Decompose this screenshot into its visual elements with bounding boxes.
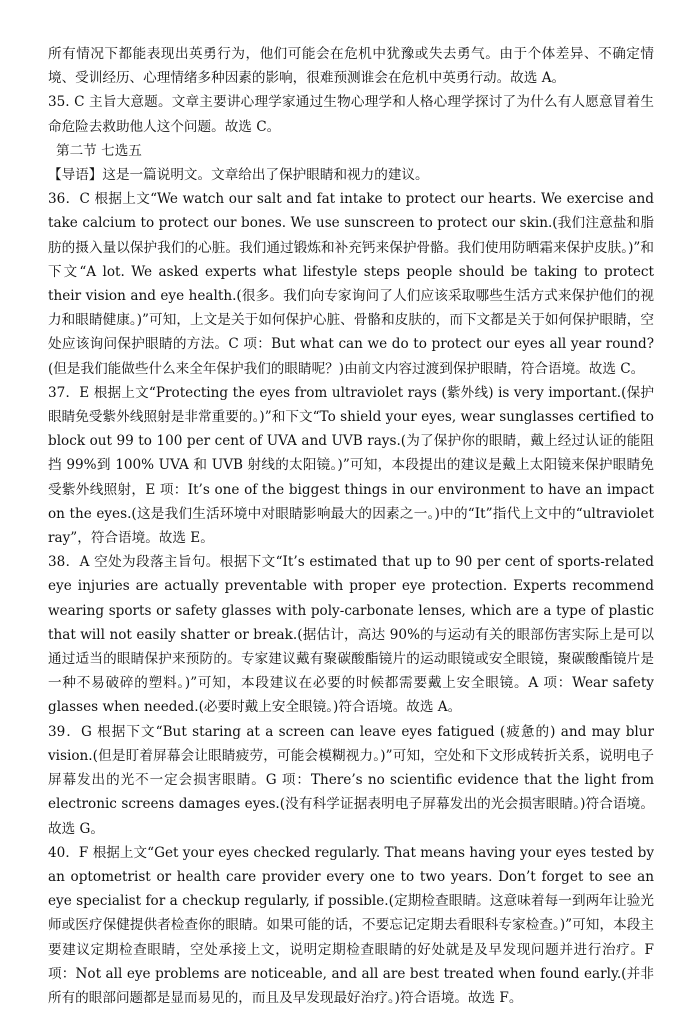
answer-39: 39．G 根据下文“But staring at a screen can leave eyes fatigued (疲惫的) and may blur vision.(但是盯着屏幕会让眼睛疲劳，可能会模糊视力。)”可知，空处和下文形成转折关系，说明电子屏幕发出的光不一定会损害眼睛。G 项：There’s no scientific evidence that the light from electronic screens damages eyes.(没有科学证据表明电子屏幕发出的光会损害眼睛。)符合语境。故选 G。: [48, 723, 654, 837]
section-title: 第二节 七选五: [56, 142, 142, 159]
paragraph-35: 35. C 主旨大意题。文章主要讲心理学家通过生物心理学和人格心理学探讨了为什么有人愿意冒着生命危险去救助他人这个问题。故选 C。: [48, 94, 654, 135]
answer-38: 38．A 空处为段落主旨句。根据下文“It’s estimated that up to 90 per cent of sports-related eye injuries are actually preventable with proper eye protection. Experts recommend wearing sports or safety glasses with poly-carbonate lenses, which are a type of plastic that will not easily shatter or break.(据估计，高达 90%的与运动有关的眼部伤害实际上是可以通过适当的眼睛保护来预防的。专家建议戴有聚碳酸酯镜片的运动眼镜或安全眼镜，聚碳酸酯镜片是一种不易破碎的塑料。)”可知，本段建议在必要的时候都需要戴上安全眼镜。A 项：Wear safety glasses when needed.(必要时戴上安全眼镜。)符合语境。故选 A。: [48, 554, 654, 716]
answer-36: 36．C 根据上文“We watch our salt and fat intake to protect our hearts. We exercise and take calcium to protect our bones. We use sunscreen to protect our skin.(我们注意盐和脂肪的摄入量以保护我们的心脏。我们通过锻炼和补充钙来保护骨骼。我们使用防晒霜来保护皮肤。)”和下文“A lot. We asked experts what lifestyle steps people should be taking to protect their vision and eye health.(很多。我们向专家询问了人们应该采取哪些生活方式来保护他们的视力和眼睛健康。)”可知，上文是关于如何保护心脏、骨骼和皮肤的，而下文都是关于如何保护眼睛，空处应该询问保护眼睛的方法。C 项：But what can we do to protect our eyes all year round?(但是我们能做些什么来全年保护我们的眼睛呢？)由前文内容过渡到保护眼睛，符合语境。故选 C。: [48, 191, 654, 377]
intro-paragraph: 【导语】这是一篇说明文。文章给出了保护眼睛和视力的建议。: [48, 167, 429, 184]
answer-37: 37．E 根据上文“Protecting the eyes from ultraviolet rays (紫外线) is very important.(保护眼睛免受紫外线照射是非常重要的。)”和下文“To shield your eyes, wear sunglasses certified to block out 99 to 100 per cent of UVA and UVB rays.(为了保护你的眼睛，戴上经过认证的能阻挡 99%到 100% UVA 和 UVB 射线的太阳镜。)”可知，本段提出的建议是戴上太阳镜来保护眼睛免受紫外线照射，E 项：It’s one of the biggest things in our environment to have an impact on the eyes.(这是我们生活环境中对眼睛影响最大的因素之一。)中的“It”指代上文中的“ultraviolet ray”，符合语境。故选 E。: [48, 384, 654, 547]
paragraph-34-continuation: 所有情况下都能表现出英勇行为，他们可能会在危机中犹豫或失去勇气。由于个体差异、不确定情境、受训经历、心理情绪多种因素的影响，很难预测谁会在危机中英勇行动。故选 A。: [48, 46, 654, 87]
document-page: [48, 42, 654, 1010]
answer-40: 40．F 根据上文“Get your eyes checked regularly. That means having your eyes tested by an optometrist or health care provider every one to two years. Don’t forget to see an eye specialist for a checkup regularly, if possible.(定期检查眼睛。这意味着每一到两年让验光师或医疗保健提供者检查你的眼睛。如果可能的话，不要忘记定期去看眼科专家检查。)”可知，本段主要建议定期检查眼睛，空处承接上文，说明定期检查眼睛的好处就是及早发现问题并进行治疗。F 项：Not all eye problems are noticeable, and all are best treated when found early.(并非所有的眼部问题都是显而易见的，而且及早发现最好治疗。)符合语境。故选 F。: [48, 844, 654, 1006]
